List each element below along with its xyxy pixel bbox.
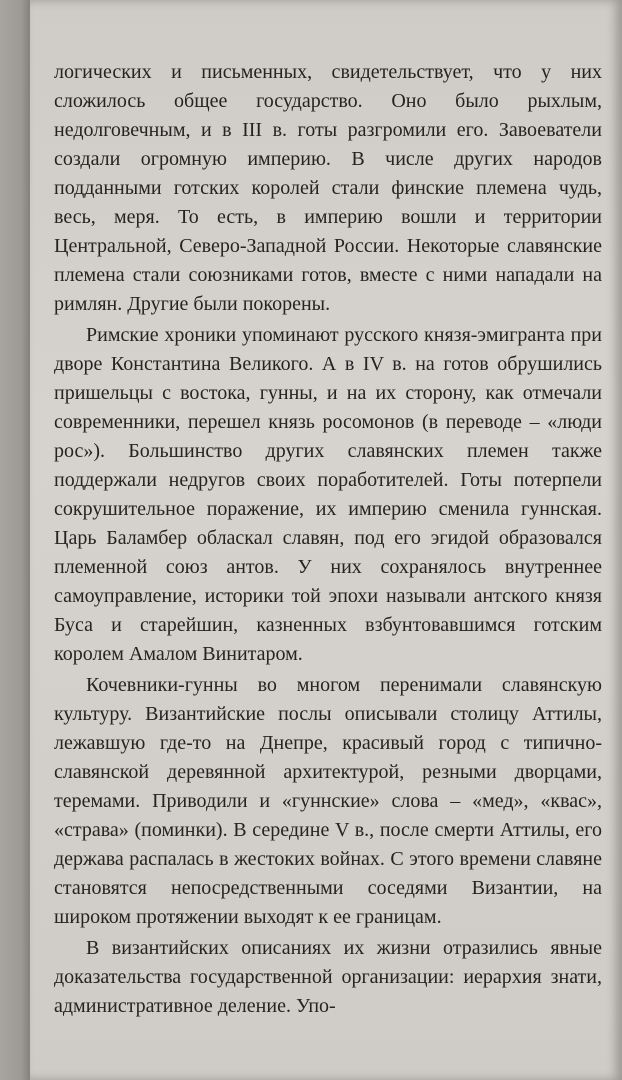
paragraph-3: Кочевники-гунны во многом перенимали славянскую культуру. Византийские послы описывали столицу Аттилы, лежавшую где-то на Днепре, красивый город с типично-славянской деревянной архитектурой, резными дворцами, теремами. Приводили и «гуннские» слова – «мед», «квас», «страва» (поминки). В середине V в., после смерти Аттилы, его держава распалась в жестоких войнах. С этого времени славяне становятся непосредственными соседями Византии, на широком протяжении выходят к ее границам. (54, 674, 602, 928)
text-block (54, 58, 602, 1023)
paragraph-2: Римские хроники упоминают русского князя-эмигранта при дворе Константина Великого. А в IV в. на готов обрушились пришельцы с востока, гунны, и на их сторону, как отмечали современники, перешел князь росомонов (в переводе – «люди рос»). Большинство других славянских племен также поддержали недругов своих поработителей. Готы потерпели сокрушительное поражение, их империю сменила гуннская. Царь Баламбер обласкал славян, под его эгидой образовался племенной союз антов. У них сохранялось внутреннее самоуправление, историки той эпохи называли антского князя Буса и старейшин, казненных взбунтовавшимся готским королем Амалом Винитаром. (54, 324, 602, 665)
paragraph-1: логических и письменных, свидетельствует, что у них сложилось общее государство. Оно было рыхлым, недолговечным, и в III в. готы разгромили его. Завоеватели создали огромную империю. В числе других народов подданными готских королей стали финские племена чудь, весь, меря. То есть, в империю вошли и территории Центральной, Северо-Западной России. Некоторые славянские племена стали союзниками готов, вместе с ними нападали на римлян. Другие были покорены. (54, 61, 602, 315)
book-page (30, 0, 622, 1080)
paragraph-4: В византийских описаниях их жизни отразились явные доказательства государственной организации: иерархия знати, административное деление. Упо- (54, 937, 602, 1017)
